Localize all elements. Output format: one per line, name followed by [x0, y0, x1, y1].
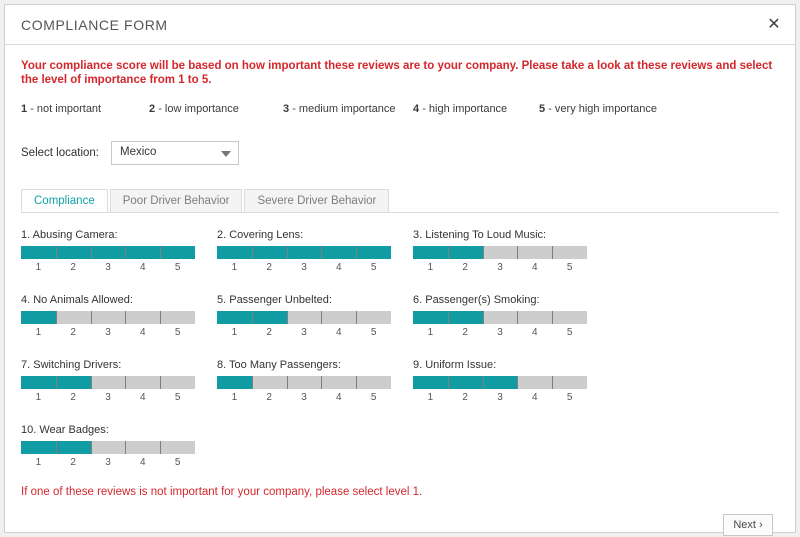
slider-tick — [287, 246, 288, 259]
slider-tick — [356, 376, 357, 389]
scale-label-1[interactable]: 1 — [35, 392, 42, 403]
legend-number: 1 — [21, 103, 31, 115]
scale-label-1[interactable]: 1 — [427, 392, 434, 403]
scale-label-5[interactable]: 5 — [174, 457, 181, 468]
slider-tick — [160, 246, 161, 259]
slider-fill — [21, 246, 195, 259]
scale-label-2[interactable]: 2 — [266, 392, 272, 403]
slider-tick — [552, 311, 553, 324]
importance-slider[interactable] — [413, 311, 587, 324]
slider-tick — [91, 441, 92, 454]
slider-tick — [448, 376, 449, 389]
importance-slider[interactable] — [21, 311, 195, 324]
slider-fill — [217, 376, 252, 389]
scale-label-3[interactable]: 3 — [105, 392, 111, 403]
review-item — [217, 229, 413, 276]
review-item-label: 2. Covering Lens: — [217, 229, 304, 241]
scale-label-4[interactable]: 4 — [140, 457, 146, 468]
location-select-value: Mexico — [120, 146, 157, 158]
scale-label-4[interactable]: 4 — [336, 262, 342, 273]
review-item-label: 10. Wear Badges: — [21, 424, 109, 436]
slider-tick — [56, 311, 57, 324]
slider-fill — [217, 246, 391, 259]
scale-label-1[interactable]: 1 — [35, 327, 42, 338]
page-title: COMPLIANCE FORM — [21, 17, 168, 33]
review-item-label: 8. Too Many Passengers: — [217, 359, 341, 371]
scale-label-2[interactable]: 2 — [70, 457, 76, 468]
scale-label-1[interactable]: 1 — [231, 327, 238, 338]
tab-bar — [21, 187, 779, 213]
review-items-grid — [21, 229, 779, 489]
legend-number: 3 — [283, 103, 293, 115]
importance-slider[interactable] — [217, 246, 391, 259]
scale-label-2[interactable]: 2 — [462, 262, 468, 273]
slider-tick — [160, 376, 161, 389]
review-item — [413, 359, 609, 406]
slider-tick — [552, 246, 553, 259]
slider-tick — [125, 246, 126, 259]
scale-label-1[interactable]: 1 — [35, 457, 42, 468]
scale-label-2[interactable]: 2 — [70, 392, 76, 403]
scale-label-3[interactable]: 3 — [105, 327, 111, 338]
scale-label-3[interactable]: 3 — [301, 327, 307, 338]
scale-label-3[interactable]: 3 — [105, 457, 111, 468]
slider-scale — [413, 327, 587, 341]
review-item — [21, 229, 217, 276]
slider-tick — [517, 311, 518, 324]
slider-tick — [160, 441, 161, 454]
importance-slider[interactable] — [217, 311, 391, 324]
scale-label-2[interactable]: 2 — [266, 327, 272, 338]
importance-slider[interactable] — [21, 441, 195, 454]
importance-slider[interactable] — [413, 246, 587, 259]
legend-item-3 — [283, 103, 396, 115]
slider-scale — [217, 262, 391, 276]
legend-item-2 — [149, 103, 239, 115]
scale-label-5[interactable]: 5 — [566, 327, 573, 338]
scale-label-2[interactable]: 2 — [70, 262, 76, 273]
scale-label-4[interactable]: 4 — [140, 262, 146, 273]
scale-label-2[interactable]: 2 — [266, 262, 272, 273]
review-item — [217, 294, 413, 341]
legend-text: - not important — [30, 103, 102, 115]
importance-slider[interactable] — [217, 376, 391, 389]
scale-label-5[interactable]: 5 — [566, 392, 573, 403]
slider-tick — [483, 246, 484, 259]
tab-poor-driver-behavior[interactable]: Poor Driver Behavior — [110, 189, 243, 212]
slider-tick — [356, 311, 357, 324]
slider-tick — [91, 376, 92, 389]
slider-tick — [56, 441, 57, 454]
scale-label-4[interactable]: 4 — [532, 262, 538, 273]
scale-label-1[interactable]: 1 — [35, 262, 42, 273]
scale-label-4[interactable]: 4 — [336, 327, 342, 338]
scale-label-5[interactable]: 5 — [174, 392, 181, 403]
scale-label-5[interactable]: 5 — [174, 327, 181, 338]
slider-tick — [160, 311, 161, 324]
chevron-down-icon — [221, 151, 231, 157]
location-select[interactable] — [111, 141, 239, 165]
review-item — [413, 294, 609, 341]
scale-label-3[interactable]: 3 — [301, 262, 307, 273]
slider-tick — [356, 246, 357, 259]
scale-label-1[interactable]: 1 — [427, 262, 434, 273]
review-item — [21, 294, 217, 341]
next-button[interactable]: Next › — [723, 514, 773, 536]
legend-text: - low importance — [158, 103, 239, 115]
slider-tick — [287, 376, 288, 389]
tab-compliance[interactable]: Compliance — [21, 189, 108, 212]
legend-number: 4 — [413, 103, 423, 115]
review-item — [413, 229, 609, 276]
legend-text: - high importance — [422, 103, 508, 115]
scale-label-5[interactable]: 5 — [174, 262, 181, 273]
location-row — [21, 141, 779, 165]
scale-label-4[interactable]: 4 — [140, 392, 146, 403]
scale-label-5[interactable]: 5 — [566, 262, 573, 273]
slider-tick — [483, 376, 484, 389]
slider-tick — [125, 441, 126, 454]
compliance-form-dialog — [4, 4, 796, 533]
scale-label-3[interactable]: 3 — [497, 392, 503, 403]
legend-item-5 — [539, 103, 657, 115]
slider-tick — [321, 311, 322, 324]
review-item — [21, 424, 217, 471]
review-item-label: 5. Passenger Unbelted: — [217, 294, 332, 306]
review-item-label: 9. Uniform Issue: — [413, 359, 497, 371]
scale-label-4[interactable]: 4 — [532, 392, 538, 403]
scale-label-2[interactable]: 2 — [462, 392, 468, 403]
location-label: Select location: — [21, 147, 99, 159]
slider-tick — [552, 376, 553, 389]
importance-slider[interactable] — [21, 246, 195, 259]
importance-legend — [21, 103, 779, 121]
scale-label-4[interactable]: 4 — [140, 327, 146, 338]
slider-scale — [217, 327, 391, 341]
dialog-titlebar — [5, 5, 795, 45]
scale-label-1[interactable]: 1 — [231, 392, 238, 403]
slider-tick — [252, 246, 253, 259]
scale-label-4[interactable]: 4 — [336, 392, 342, 403]
scale-label-5[interactable]: 5 — [370, 262, 377, 273]
slider-scale — [21, 392, 195, 406]
legend-item-1 — [21, 103, 101, 115]
slider-fill — [21, 311, 56, 324]
slider-tick — [91, 311, 92, 324]
review-item — [217, 359, 413, 406]
review-item-label: 1. Abusing Camera: — [21, 229, 118, 241]
slider-tick — [252, 311, 253, 324]
slider-scale — [413, 392, 587, 406]
tab-severe-driver-behavior[interactable]: Severe Driver Behavior — [244, 189, 389, 212]
review-item-label: 3. Listening To Loud Music: — [413, 229, 547, 241]
importance-slider[interactable] — [21, 376, 195, 389]
legend-text: - very high importance — [548, 103, 658, 115]
scale-label-2[interactable]: 2 — [462, 327, 468, 338]
scale-label-3[interactable]: 3 — [105, 262, 111, 273]
scale-label-3[interactable]: 3 — [301, 392, 307, 403]
scale-label-4[interactable]: 4 — [532, 327, 538, 338]
slider-tick — [252, 376, 253, 389]
slider-tick — [125, 376, 126, 389]
slider-tick — [56, 246, 57, 259]
legend-item-4 — [413, 103, 507, 115]
slider-tick — [287, 311, 288, 324]
slider-tick — [448, 311, 449, 324]
slider-tick — [517, 376, 518, 389]
slider-tick — [483, 311, 484, 324]
scale-label-3[interactable]: 3 — [497, 327, 503, 338]
intro-text: Your compliance score will be based on how important these reviews are to your company. Please take a look at these reviews and select the level of importance from 1 to 5. — [21, 60, 773, 86]
legend-number: 2 — [149, 103, 159, 115]
slider-scale — [21, 327, 195, 341]
slider-tick — [125, 311, 126, 324]
slider-scale — [217, 392, 391, 406]
scale-label-1[interactable]: 1 — [231, 262, 238, 273]
scale-label-1[interactable]: 1 — [427, 327, 434, 338]
slider-tick — [56, 376, 57, 389]
review-item — [21, 359, 217, 406]
scale-label-2[interactable]: 2 — [70, 327, 76, 338]
scale-label-5[interactable]: 5 — [370, 327, 377, 338]
review-item-label: 7. Switching Drivers: — [21, 359, 122, 371]
slider-scale — [21, 457, 195, 471]
legend-text: - medium importance — [292, 103, 396, 115]
slider-scale — [21, 262, 195, 276]
footnote-text: If one of these reviews is not important for your company, please select level 1. — [21, 486, 423, 498]
dialog-body — [5, 59, 795, 531]
review-item-label: 6. Passenger(s) Smoking: — [413, 294, 540, 306]
slider-fill — [413, 376, 517, 389]
importance-slider[interactable] — [413, 376, 587, 389]
slider-tick — [448, 246, 449, 259]
slider-tick — [321, 376, 322, 389]
slider-tick — [517, 246, 518, 259]
review-item-label: 4. No Animals Allowed: — [21, 294, 133, 306]
slider-tick — [91, 246, 92, 259]
scale-label-5[interactable]: 5 — [370, 392, 377, 403]
slider-scale — [413, 262, 587, 276]
slider-tick — [321, 246, 322, 259]
scale-label-3[interactable]: 3 — [497, 262, 503, 273]
legend-number: 5 — [539, 103, 549, 115]
close-icon[interactable]: ✕ — [767, 16, 781, 33]
